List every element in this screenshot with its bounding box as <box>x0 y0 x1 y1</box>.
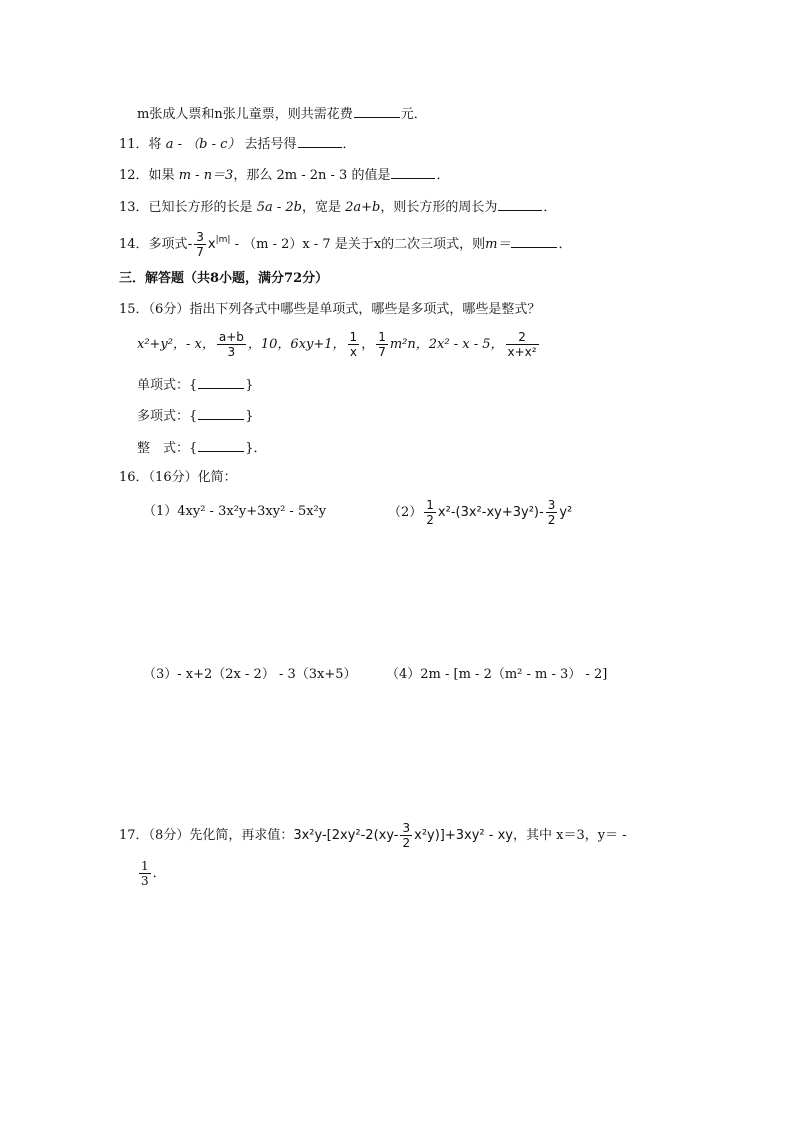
denominator: 7 <box>378 345 386 359</box>
math-expression: 3x²y-[2xy²-2(xy- <box>293 828 399 843</box>
question-end: ． <box>558 237 572 252</box>
fraction <box>217 330 246 359</box>
question-16-part-2 <box>388 495 572 531</box>
numerator: 1 <box>349 330 358 344</box>
math-expression: a - （b - c） <box>165 137 241 152</box>
denominator: x <box>348 344 360 359</box>
denominator: 7 <box>196 245 204 259</box>
answer-blank <box>498 198 542 211</box>
denominator: x+x² <box>507 345 537 359</box>
question-text: 多项式 <box>148 237 188 252</box>
answer-blank <box>511 235 557 248</box>
question-text: ，则长方形的周长为 <box>380 200 498 215</box>
fraction <box>424 498 436 527</box>
part-label: （2） <box>388 505 423 520</box>
question-13 <box>119 198 556 216</box>
math-expression: m＝ <box>485 237 511 252</box>
numerator: 2 <box>518 330 526 344</box>
monomial-answer-line <box>137 376 254 394</box>
denominator: 2 <box>547 513 556 527</box>
question-11 <box>119 135 356 153</box>
fraction <box>139 859 151 888</box>
numerator: 1 <box>378 330 386 344</box>
question-text-suffix: 元． <box>400 107 427 122</box>
denominator: 2 <box>426 513 434 527</box>
question-text: 的值是 <box>351 168 391 183</box>
question-text: ，那么 <box>233 168 273 183</box>
fraction <box>546 498 558 527</box>
brace-close: }． <box>245 441 267 456</box>
question-text: 将 <box>148 137 162 152</box>
fraction <box>348 330 360 359</box>
question-17 <box>119 818 627 854</box>
question-text: ，其中 x＝3，y＝ - <box>512 828 627 843</box>
math-expression: m - n＝3 <box>178 168 234 183</box>
question-text: 17．（8分）先化简，再求值： <box>119 828 294 843</box>
question-end: ． <box>342 137 356 152</box>
answer-blank <box>298 135 342 148</box>
fraction <box>194 230 206 259</box>
question-15-expressions <box>137 327 541 363</box>
math-expression: 2a+b <box>345 200 381 215</box>
fraction <box>506 330 539 359</box>
question-text: m张成人票和n张儿童票，则共需花费 <box>137 107 353 122</box>
numerator: 3 <box>402 821 411 835</box>
integral-answer-line <box>137 439 267 457</box>
numerator: 3 <box>547 498 556 512</box>
answer-blank <box>198 376 244 389</box>
question-16-part-4: （4）2m - [m - 2（m² - m - 3） - 2] <box>386 667 608 682</box>
question-17-y-value <box>137 856 166 892</box>
math-expression: 2m - 2n - 3 <box>276 168 348 183</box>
denominator: 2 <box>402 836 411 850</box>
denominator: 3 <box>217 344 246 359</box>
question-14 <box>119 230 571 260</box>
question-16-part-3: （3）- x+2（2x - 2） - 3（3x+5） <box>143 667 357 682</box>
math-expression: y² <box>559 505 573 520</box>
question-12 <box>119 166 450 184</box>
denominator: 3 <box>141 874 149 888</box>
question-text: ，宽是 <box>301 200 341 215</box>
section-heading: 三．解答题（共8小题，满分72分） <box>119 271 329 286</box>
question-number: 12． <box>119 168 149 183</box>
question-16-title: 16．（16分）化简： <box>119 470 237 485</box>
answer-label: 整 式：{ <box>137 441 198 456</box>
question-end: ． <box>436 168 450 183</box>
question-15-title: 15．（6分）指出下列各式中哪些是单项式，哪些是多项式，哪些是整式？ <box>119 302 541 317</box>
question-number: 11． <box>119 137 149 152</box>
brace-close: } <box>245 378 254 393</box>
math-expression: m²n，2x² - x - 5， <box>389 337 504 352</box>
question-text: 去括号得 <box>244 137 297 152</box>
answer-blank <box>354 105 400 118</box>
math-expression: 5a - 2b <box>256 200 302 215</box>
math-expression: x²-(3x²-xy+3y²)- <box>437 505 544 520</box>
numerator: 1 <box>426 498 434 512</box>
exponent: |m| <box>215 235 231 245</box>
question-number: 14． <box>119 237 149 252</box>
question-10-continuation <box>137 105 427 123</box>
fraction <box>376 330 388 359</box>
question-text: 是关于x的二次三项式，则 <box>334 237 486 252</box>
numerator: a+b <box>218 330 244 344</box>
math-expression: x²y)]+3xy² - xy <box>414 828 513 843</box>
question-text: 如果 <box>148 168 175 183</box>
numerator: 3 <box>196 230 204 244</box>
math-expression: x²+y²，- x， <box>137 337 215 352</box>
question-end: ． <box>152 866 166 881</box>
answer-blank <box>198 439 244 452</box>
math-expression: - （m - 2）x - 7 <box>230 237 331 252</box>
brace-close: } <box>245 409 254 424</box>
separator: ， <box>361 337 375 352</box>
question-text: 已知长方形的长是 <box>148 200 253 215</box>
math-variable: x <box>207 237 216 252</box>
question-number: 13． <box>119 200 149 215</box>
math-expression: ，10，6xy+1， <box>247 337 346 352</box>
question-16-part-1: （1）4xy² - 3x²y+3xy² - 5x²y <box>143 504 327 519</box>
answer-blank <box>198 407 244 420</box>
numerator: 1 <box>141 859 149 873</box>
fraction <box>400 821 412 850</box>
minus-sign: - <box>187 237 193 252</box>
question-end: ． <box>543 200 557 215</box>
answer-label: 多项式：{ <box>137 409 198 424</box>
answer-blank <box>391 166 435 179</box>
polynomial-answer-line <box>137 407 254 425</box>
answer-label: 单项式：{ <box>137 378 198 393</box>
